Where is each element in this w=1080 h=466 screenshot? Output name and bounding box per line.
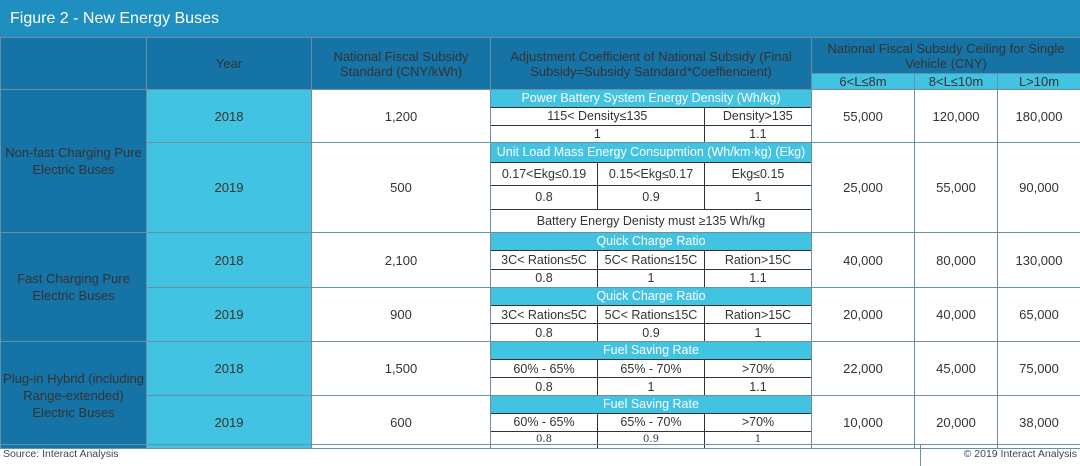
table-row [1, 396, 1080, 449]
value-cell: 0.9 [598, 324, 705, 341]
ceiling-cell: 120,000 [915, 90, 998, 143]
table-row [1, 143, 1080, 233]
condition-cell: 0.15<Ekg≤0.17 [598, 163, 705, 185]
condition-cell: Ration>15C [705, 306, 811, 323]
ceiling-cell: 55,000 [812, 90, 915, 143]
adjustment-values [491, 378, 811, 395]
adjustment-values [491, 324, 811, 341]
condition-cell: 5C< Ration≤15C [598, 306, 705, 323]
header-blank [1, 38, 147, 90]
adjustment-title: Quick Charge Ratio [491, 288, 811, 306]
adjustment-title: Quick Charge Ratio [491, 233, 811, 251]
category-non-fast: Non-fast Charging Pure Electric Buses [1, 90, 147, 233]
adjustment-cell [491, 143, 812, 233]
header-ceiling-col-1: 6<L≤8m [812, 74, 915, 90]
standard-cell: 1,500 [312, 342, 491, 396]
adjustment-cell [491, 288, 812, 342]
ceiling-cell: 22,000 [812, 342, 915, 396]
value-cell: 1.1 [705, 126, 811, 143]
table-row [1, 233, 1080, 288]
category-fast: Fast Charging Pure Electric Buses [1, 233, 147, 342]
category-phev: Plug-in Hybrid (including Range-extended) Electric Buses [1, 342, 147, 449]
adjustment-title: Power Battery System Energy Density (Wh/kg) [491, 90, 811, 108]
condition-cell: Ration>15C [705, 251, 811, 269]
ceiling-cell: 25,000 [812, 143, 915, 233]
adjustment-title: Fuel Saving Rate [491, 342, 811, 360]
condition-cell: 3C< Ration≤5C [491, 251, 598, 269]
standard-cell: 2,100 [312, 233, 491, 288]
subsidy-table [0, 37, 1080, 449]
value-cell: 1.1 [705, 378, 811, 395]
adjustment-values [491, 126, 811, 143]
ceiling-cell: 80,000 [915, 233, 998, 288]
adjustment-title: Unit Load Mass Energy Consupmtion (Wh/km·kg) (Ekg) [491, 143, 811, 163]
condition-cell: 0.17<Ekg≤0.19 [491, 163, 598, 185]
year-cell: 2018 [147, 90, 312, 143]
ceiling-cell: 90,000 [998, 143, 1080, 233]
ceiling-cell: 10,000 [812, 396, 915, 449]
condition-cell: >70% [705, 360, 811, 377]
adjustment-conditions [491, 251, 811, 270]
adjustment-cell [491, 342, 812, 396]
footer-divider [920, 445, 921, 466]
table-row [1, 90, 1080, 143]
header-standard: National Fiscal Subsidy Standard (CNY/kWh) [312, 38, 491, 90]
value-cell: 0.8 [491, 186, 598, 208]
value-cell: 1 [491, 126, 705, 143]
value-cell: 0.9 [598, 432, 705, 449]
header-ceiling: National Fiscal Subsidy Ceiling for Single Vehicle (CNY) [812, 38, 1080, 74]
year-cell: 2018 [147, 342, 312, 396]
adjustment-title: Fuel Saving Rate [491, 396, 811, 414]
year-cell: 2019 [147, 143, 312, 233]
header-year: Year [147, 38, 312, 90]
condition-cell: 60% - 65% [491, 360, 598, 377]
adjustment-cell [491, 233, 812, 288]
adjustment-values [491, 186, 811, 209]
ceiling-cell: 65,000 [998, 288, 1080, 342]
standard-cell: 900 [312, 288, 491, 342]
condition-cell: Ekg≤0.15 [705, 163, 811, 185]
condition-cell: 3C< Ration≤5C [491, 306, 598, 323]
value-cell: 0.8 [491, 378, 598, 395]
table-row [1, 342, 1080, 396]
ceiling-cell: 180,000 [998, 90, 1080, 143]
value-cell: 0.8 [491, 324, 598, 341]
copyright-note: © 2019 Interact Analysis [964, 448, 1077, 460]
header-ceiling-col-3: L>10m [998, 74, 1080, 90]
source-note: Source: Interact Analysis [3, 448, 119, 460]
adjustment-note-row [491, 210, 811, 232]
value-cell: 1.1 [705, 270, 811, 288]
value-cell: 1 [598, 378, 705, 395]
value-cell: 0.8 [491, 270, 598, 288]
ceiling-cell: 40,000 [812, 233, 915, 288]
condition-cell: 65% - 70% [598, 414, 705, 431]
condition-cell: 60% - 65% [491, 414, 598, 431]
value-cell: 1 [705, 324, 811, 341]
ceiling-cell: 40,000 [915, 288, 998, 342]
ceiling-cell: 20,000 [915, 396, 998, 449]
adjustment-conditions [491, 163, 811, 186]
ceiling-cell: 45,000 [915, 342, 998, 396]
adjustment-conditions [491, 108, 811, 126]
year-cell: 2018 [147, 233, 312, 288]
header-row [1, 38, 1080, 74]
adjustment-values [491, 270, 811, 288]
adjustment-conditions [491, 306, 811, 324]
header-adjustment: Adjustment Coefficient of National Subsidy (Final Subsidy=Subsidy Satndard*Coeffiencient) [491, 38, 812, 90]
adjustment-cell [491, 90, 812, 143]
value-cell: 1 [705, 186, 811, 208]
condition-cell: 5C< Ration≤15C [598, 251, 705, 269]
year-cell: 2019 [147, 288, 312, 342]
value-cell: 0.9 [598, 186, 705, 208]
ceiling-cell: 55,000 [915, 143, 998, 233]
standard-cell: 500 [312, 143, 491, 233]
value-cell: 0.8 [491, 432, 598, 449]
condition-cell: >70% [705, 414, 811, 431]
standard-cell: 600 [312, 396, 491, 449]
value-cell: 1 [598, 270, 705, 288]
condition-cell: Density>135 [705, 108, 811, 125]
adjustment-conditions [491, 360, 811, 378]
ceiling-cell: 38,000 [998, 396, 1080, 449]
figure-title: Figure 2 - New Energy Buses [0, 0, 1080, 37]
adjustment-cell [491, 396, 812, 449]
adjustment-conditions [491, 414, 811, 432]
adjustment-note: Battery Energy Denisty must ≥135 Wh/kg [491, 210, 811, 232]
ceiling-cell: 20,000 [812, 288, 915, 342]
table-row [1, 288, 1080, 342]
ceiling-cell: 130,000 [998, 233, 1080, 288]
condition-cell: 115< Density≤135 [491, 108, 705, 125]
condition-cell: 65% - 70% [598, 360, 705, 377]
standard-cell: 1,200 [312, 90, 491, 143]
value-cell: 1 [705, 432, 811, 449]
year-cell: 2019 [147, 396, 312, 449]
header-ceiling-col-2: 8<L≤10m [915, 74, 998, 90]
figure-footer [0, 444, 1080, 466]
ceiling-cell: 75,000 [998, 342, 1080, 396]
